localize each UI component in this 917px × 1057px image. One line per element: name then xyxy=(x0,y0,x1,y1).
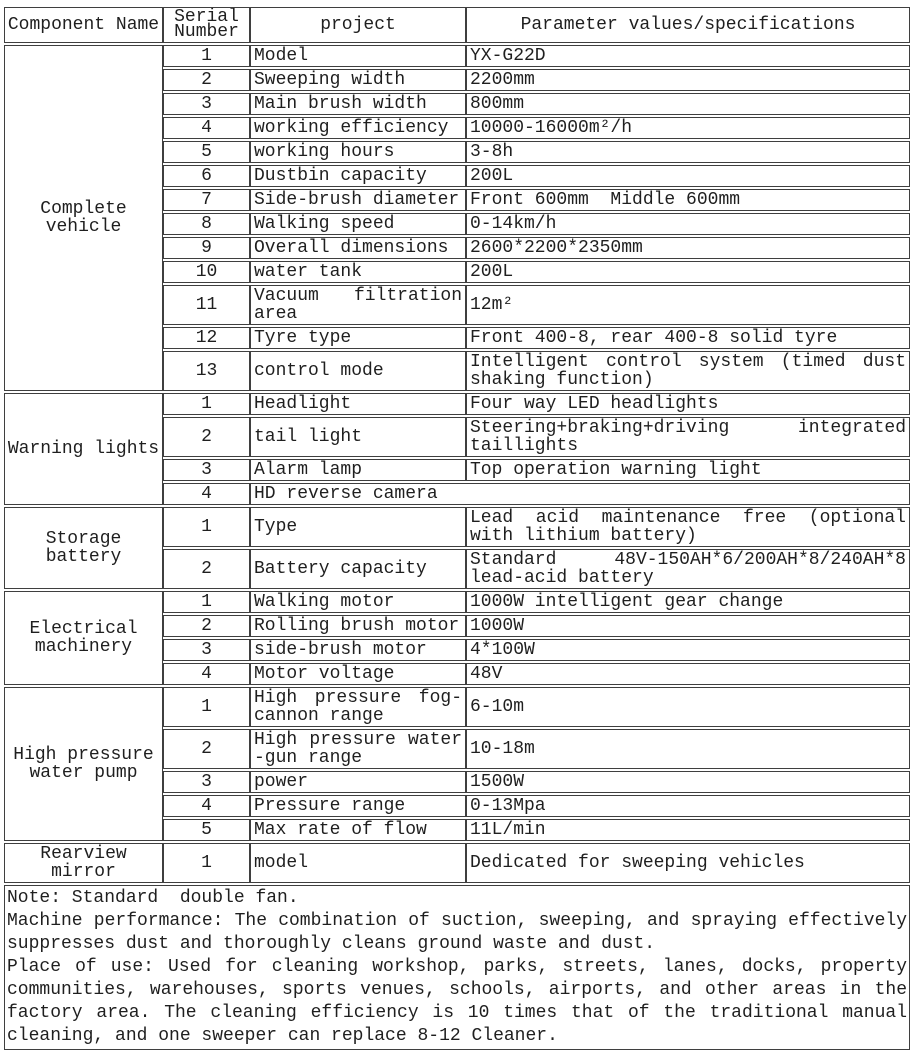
value-cell: Front 400-8, rear 400-8 solid tyre xyxy=(466,327,910,349)
header-component-name: Component Name xyxy=(4,7,163,43)
serial-cell: 1 xyxy=(163,591,250,613)
value-cell: 800mm xyxy=(466,93,910,115)
project-cell: Main brush width xyxy=(250,93,466,115)
serial-cell: 10 xyxy=(163,261,250,283)
value-cell: Dedicated for sweeping vehicles xyxy=(466,843,910,883)
project-cell: Type xyxy=(250,507,466,547)
value-cell: Steering+braking+driving integrated taillights xyxy=(466,417,910,457)
serial-cell: 1 xyxy=(163,843,250,883)
value-cell: 1000W xyxy=(466,615,910,637)
value-cell: 11L/min xyxy=(466,819,910,841)
header-project: project xyxy=(250,7,466,43)
table-row xyxy=(4,393,910,415)
serial-cell: 2 xyxy=(163,417,250,457)
project-cell: side-brush motor xyxy=(250,639,466,661)
header-parameter-values: Parameter values/specifications xyxy=(466,7,910,43)
serial-cell: 1 xyxy=(163,687,250,727)
notes-row xyxy=(4,885,910,1050)
project-cell: Rolling brush motor xyxy=(250,615,466,637)
value-cell: Standard 48V-150AH*6/200AH*8/240AH*8 lead-acid battery xyxy=(466,549,910,589)
project-cell: tail light xyxy=(250,417,466,457)
component-name-cell: Storage battery xyxy=(4,507,163,589)
value-cell: 1000W intelligent gear change xyxy=(466,591,910,613)
component-name-cell: Warning lights xyxy=(4,393,163,505)
project-cell: Battery capacity xyxy=(250,549,466,589)
value-cell: 200L xyxy=(466,261,910,283)
table-row xyxy=(4,591,910,613)
component-name-cell: High pressure water pump xyxy=(4,687,163,841)
serial-cell: 7 xyxy=(163,189,250,211)
serial-cell: 3 xyxy=(163,771,250,793)
project-cell: water tank xyxy=(250,261,466,283)
project-cell: Overall dimensions xyxy=(250,237,466,259)
table-row xyxy=(4,45,910,67)
project-cell: Walking speed xyxy=(250,213,466,235)
serial-cell: 1 xyxy=(163,393,250,415)
value-cell: 0-13Mpa xyxy=(466,795,910,817)
header-serial-number: Serial Number xyxy=(163,7,250,43)
note-standard-fan: Note: Standard double fan. xyxy=(7,888,299,908)
serial-cell: 9 xyxy=(163,237,250,259)
project-cell: Dustbin capacity xyxy=(250,165,466,187)
serial-cell: 4 xyxy=(163,483,250,505)
component-name-cell: Electrical machinery xyxy=(4,591,163,685)
value-cell: Intelligent control system (timed dust shaking function) xyxy=(466,351,910,391)
serial-cell: 2 xyxy=(163,69,250,91)
value-cell: 10000-16000m²/h xyxy=(466,117,910,139)
value-cell: Four way LED headlights xyxy=(466,393,910,415)
project-cell: Alarm lamp xyxy=(250,459,466,481)
value-cell: 10-18m xyxy=(466,729,910,769)
serial-cell: 1 xyxy=(163,45,250,67)
value-cell: 0-14km/h xyxy=(466,213,910,235)
table-header-row xyxy=(4,7,910,43)
value-cell: YX-G22D xyxy=(466,45,910,67)
serial-cell: 3 xyxy=(163,639,250,661)
value-cell: Lead acid maintenance free (optional with lithium battery) xyxy=(466,507,910,547)
serial-cell: 2 xyxy=(163,729,250,769)
serial-cell: 13 xyxy=(163,351,250,391)
project-cell: Headlight xyxy=(250,393,466,415)
value-cell: 6-10m xyxy=(466,687,910,727)
serial-cell: 3 xyxy=(163,459,250,481)
value-cell: 1500W xyxy=(466,771,910,793)
serial-cell: 2 xyxy=(163,615,250,637)
value-cell: Front 600mm Middle 600mm xyxy=(466,189,910,211)
project-cell: Model xyxy=(250,45,466,67)
project-cell: High pressure water​-gun range xyxy=(250,729,466,769)
project-cell-merged: HD reverse camera xyxy=(250,483,910,505)
note-place-of-use: Place of use: Used for cleaning workshop, parks, streets, lanes, docks, property communities, warehouses, sports venues, schools, airports, and other areas in the factory area. The cleaning efficiency is 10 times that of the traditional manual cleaning, and one sweeper can replace 8-12 Cleaner. xyxy=(7,957,907,1046)
project-cell: Max rate of flow xyxy=(250,819,466,841)
project-cell: Tyre type xyxy=(250,327,466,349)
component-name-cell: Rearview mirror xyxy=(4,843,163,883)
serial-cell: 1 xyxy=(163,507,250,547)
serial-cell: 6 xyxy=(163,165,250,187)
value-cell: 3-8h xyxy=(466,141,910,163)
table-row xyxy=(4,843,910,883)
serial-cell: 8 xyxy=(163,213,250,235)
project-cell: model xyxy=(250,843,466,883)
table-row xyxy=(4,687,910,727)
serial-cell: 2 xyxy=(163,549,250,589)
value-cell: 2200mm xyxy=(466,69,910,91)
project-cell: power xyxy=(250,771,466,793)
serial-cell: 4 xyxy=(163,117,250,139)
note-machine-performance: Machine performance: The combination of suction, sweeping, and spraying effectively suppresses dust and thoroughly cleans ground waste and dust. xyxy=(7,911,907,954)
serial-cell: 4 xyxy=(163,663,250,685)
project-cell: working hours xyxy=(250,141,466,163)
project-cell: Motor voltage xyxy=(250,663,466,685)
serial-cell: 11 xyxy=(163,285,250,325)
value-cell: 12m² xyxy=(466,285,910,325)
spec-table xyxy=(4,5,910,1052)
project-cell: Side-brush diameter xyxy=(250,189,466,211)
project-cell: working efficiency xyxy=(250,117,466,139)
serial-cell: 5 xyxy=(163,141,250,163)
table-row xyxy=(4,507,910,547)
value-cell: 48V xyxy=(466,663,910,685)
project-cell: Walking motor xyxy=(250,591,466,613)
value-cell: 4*100W xyxy=(466,639,910,661)
project-cell: Pressure range xyxy=(250,795,466,817)
serial-cell: 5 xyxy=(163,819,250,841)
serial-cell: 4 xyxy=(163,795,250,817)
serial-cell: 12 xyxy=(163,327,250,349)
value-cell: 2600*2200*2350mm xyxy=(466,237,910,259)
project-cell: Sweeping width xyxy=(250,69,466,91)
project-cell: control mode xyxy=(250,351,466,391)
value-cell: Top operation warning light xyxy=(466,459,910,481)
value-cell: 200L xyxy=(466,165,910,187)
component-name-cell: Complete vehicle xyxy=(4,45,163,391)
serial-cell: 3 xyxy=(163,93,250,115)
notes-cell xyxy=(4,885,910,1050)
project-cell: High pressure fog-cannon range xyxy=(250,687,466,727)
project-cell: Vacuum filtration area xyxy=(250,285,466,325)
